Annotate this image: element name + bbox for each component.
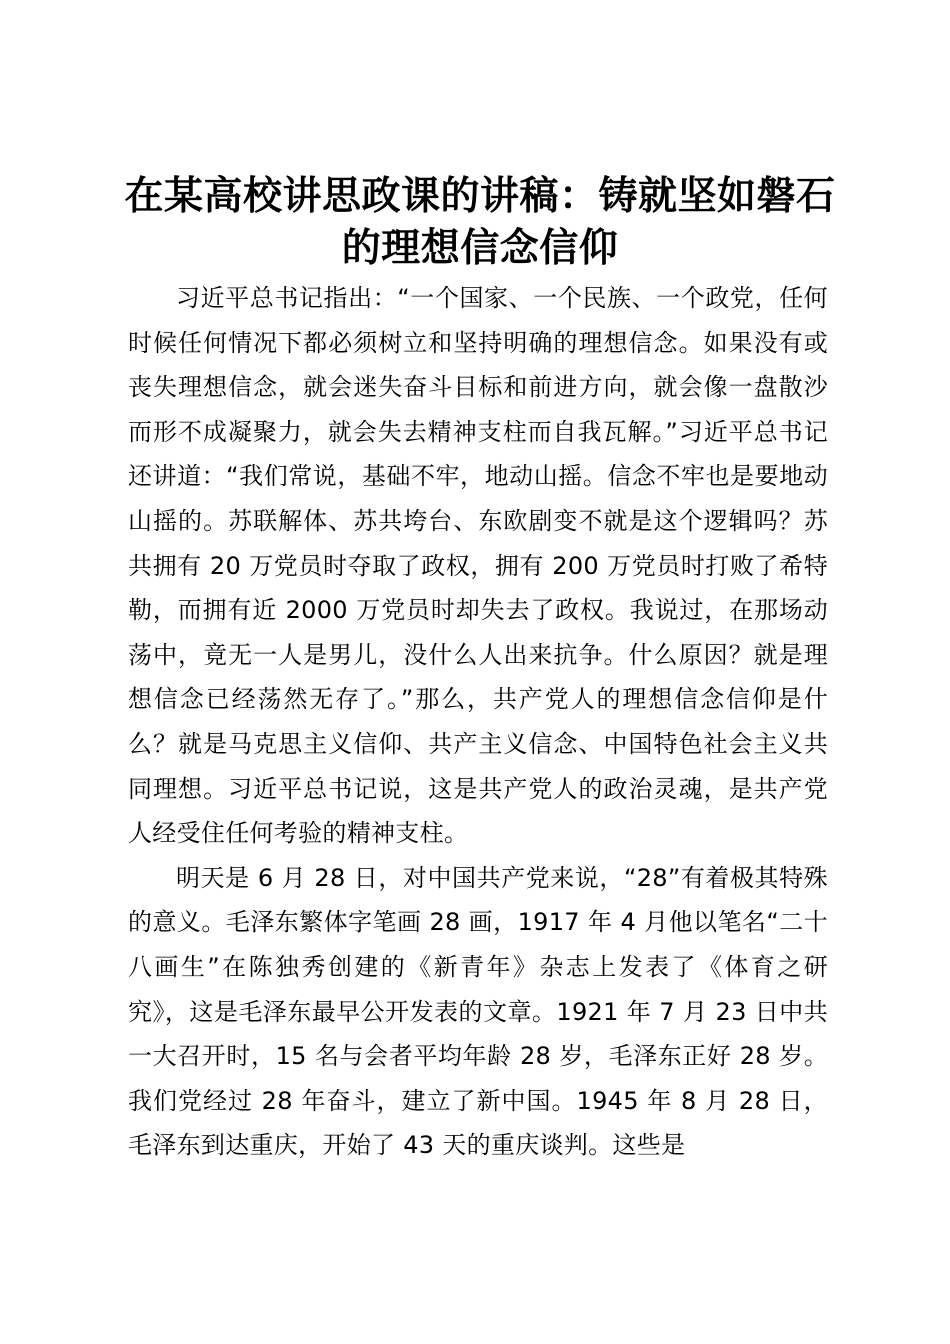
- paragraph-1: 习近平总书记指出：“一个国家、一个民族、一个政党，任何时候任何情况下都必须树立和坚持明确的理想信念。如果没有或丧失理想信念，就会迷失奋斗目标和前进方向，就会像一盘散沙而形不成凝聚力，就会失去精神支柱而自我瓦解。”习近平总书记还讲道：“我们常说，基础不牢，地动山摇。信念不牢也是要地动山摇的。苏联解体、苏共垮台、东欧剧变不就是这个逻辑吗？苏共拥有 20 万党员时夺取了政权，拥有 200 万党员时打败了希特勒，而拥有近 2000 万党员时却失去了政权。我说过，在那场动荡中，竟无一人是男儿，没什么人出来抗争。什么原因？就是理想信念已经荡然无存了。”那么，共产党人的理想信念信仰是什么？就是马克思主义信仰、共产主义信念、中国特色社会主义共同理想。习近平总书记说，这是共产党人的政治灵魂，是共产党人经受住任何考验的精神支柱。: [128, 284, 828, 848]
- document-title: 在某高校讲思政课的讲稿：铸就坚如磐石的理想信念信仰: [124, 173, 836, 271]
- document-body: [128, 276, 828, 1168]
- paragraph-2: 明天是 6 月 28 日，对中国共产党来说，“28”有着极其特殊的意义。毛泽东繁体字笔画 28 画，1917 年 4 月他以笔名“二十八画生”在陈独秀创建的《新青年》杂志上发表了《体育之研究》，这是毛泽东最早公开发表的文章。1921 年 7 月 23 日中共一大召开时，15 名与会者平均年龄 28 岁，毛泽东正好 28 岁。我们党经过 28 年奋斗，建立了新中国。1945 年 8 月 28 日，毛泽东到达重庆，开始了 43 天的重庆谈判。这些是: [128, 863, 828, 1160]
